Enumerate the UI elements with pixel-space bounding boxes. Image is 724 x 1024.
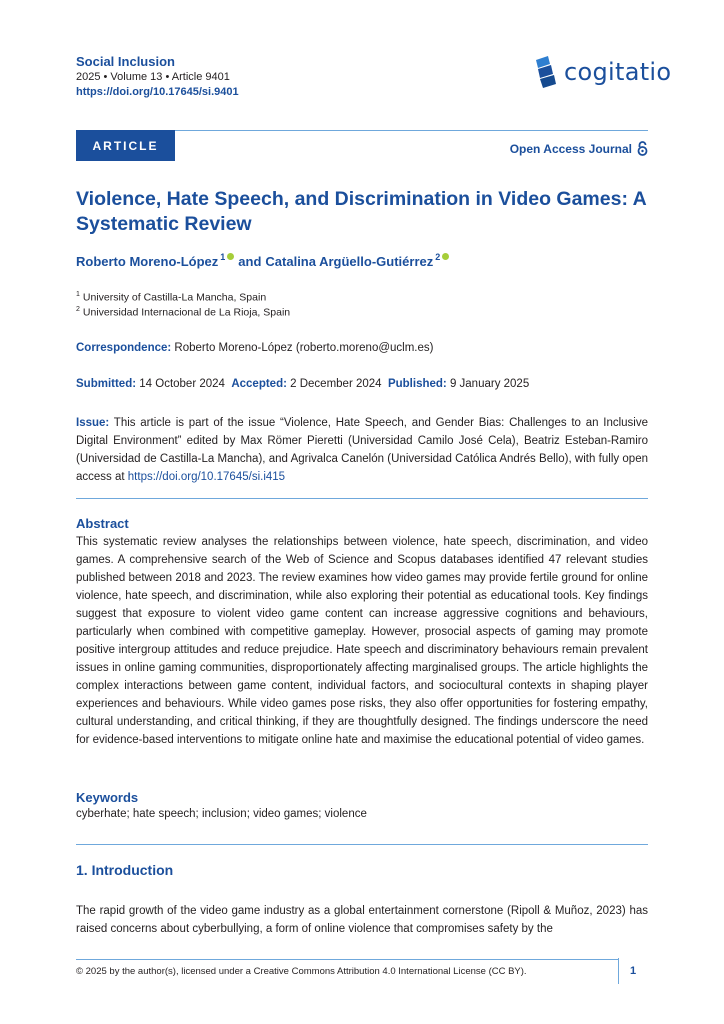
article-doi-link[interactable]: https://doi.org/10.17645/si.9401 (76, 86, 239, 98)
affiliation-text: Universidad Internacional de La Rioja, Spain (82, 306, 291, 319)
publication-dates (76, 378, 529, 390)
accepted-label: Accepted: (231, 378, 287, 390)
published-label: Published: (387, 378, 447, 390)
issue-meta: 2025 • Volume 13 • Article 9401 (76, 71, 230, 83)
submitted-label: Submitted: (76, 378, 137, 390)
orcid-icon[interactable] (227, 253, 234, 260)
author-name[interactable]: Roberto Moreno-López (76, 254, 219, 269)
open-access-icon (637, 141, 648, 156)
article-title: Violence, Hate Speech, and Discrimination in Video Games: A Systematic Review (76, 188, 647, 235)
author-conjunction: and (238, 254, 262, 269)
correspondence-label: Correspondence: (76, 342, 172, 354)
section-rule (76, 498, 648, 499)
cogitatio-logo[interactable] (534, 56, 671, 88)
section-rule (76, 844, 648, 845)
article-type-tag: ARTICLE (76, 130, 175, 161)
affiliation (76, 306, 290, 319)
affiliation (76, 291, 266, 304)
journal-name: Social Inclusion (76, 54, 175, 69)
issue-statement (76, 414, 648, 486)
footer-divider (618, 958, 619, 984)
author-affiliation-number: 1 (220, 251, 226, 262)
cogitatio-logo-icon (534, 56, 560, 88)
affiliation-text: University of Castilla-La Mancha, Spain (82, 291, 267, 304)
submitted-date: 14 October 2024 (139, 378, 225, 390)
accepted-date: 2 December 2024 (290, 378, 382, 390)
open-access-text: Open Access Journal (509, 141, 632, 156)
introduction-body: The rapid growth of the video game industry as a global entertainment cornerstone (Ripoll & Muñoz, 2023) has raised concerns about cyberbullying, a form of online violence that compromises safety by the (76, 905, 648, 935)
abstract-heading: Abstract (76, 516, 129, 531)
affiliation-number: 1 (76, 291, 80, 298)
logo-text: cogitatio (564, 58, 672, 86)
published-date: 9 January 2025 (449, 378, 530, 390)
author-affiliation-number: 2 (435, 251, 441, 262)
issue-label: Issue: (76, 417, 110, 429)
author-list (76, 251, 453, 269)
license-notice: © 2025 by the author(s), licensed under a Creative Commons Attribution 4.0 International License (CC BY). (76, 966, 527, 977)
footer-rule (76, 959, 618, 960)
correspondence (76, 342, 433, 354)
affiliation-number: 2 (76, 306, 80, 313)
issue-doi-link[interactable]: https://doi.org/10.17645/si.i415 (127, 471, 286, 483)
keywords-list: cyberhate; hate speech; inclusion; video games; violence (76, 808, 367, 820)
issue-text: This article is part of the issue “Violence, Hate Speech, and Gender Bias: Challenges to an Inclusive Digital Environment” edited by Max Römer Pieretti (Universidad Camilo José Cela), Beatriz Esteban-Ramiro (Universidad de Castilla-La Mancha), and Agrivalca Canelón (Universidad Católica Andrés Bello), with fully open access at (76, 417, 648, 483)
correspondence-text: Roberto Moreno-López (roberto.moreno@uclm.es) (174, 342, 434, 354)
author-name[interactable]: Catalina Argüello-Gutiérrez (265, 254, 434, 269)
open-access-label[interactable] (510, 141, 648, 156)
orcid-icon[interactable] (442, 253, 449, 260)
keywords-heading: Keywords (76, 790, 139, 805)
page-number: 1 (630, 965, 637, 977)
abstract-body: This systematic review analyses the relationships between violence, hate speech, discrimination, and video games. A comprehensive search of the Web of Science and Scopus databases identified 47 relevant studies published between 2018 and 2023. The review examines how video games may provide fertile ground for online violence, hate speech, and discrimination, while also exploring their potential as educational tools. Key findings suggest that exposure to violent video game content can increase aggressive cognitions and behaviours, particularly when combined with competitive gameplay. However, prosocial aspects of gaming may promote positive intergroup attitudes and reduce prejudice. Hate speech and discriminatory behaviours remain prevalent issues in online gaming communities, disproportionately affecting marginalised groups. The article highlights the complex interactions between game content, individual factors, and sociocultural contexts in shaping player experiences and behaviours. While video games pose risks, they also offer opportunities for fostering empathy, cultural understanding, and critical thinking, if they are thoughtfully designed. The findings underscore the need for evidence-based interventions to mitigate online hate and maximise the educational potential of video games. (76, 536, 648, 746)
introduction-heading: 1. Introduction (76, 862, 174, 878)
